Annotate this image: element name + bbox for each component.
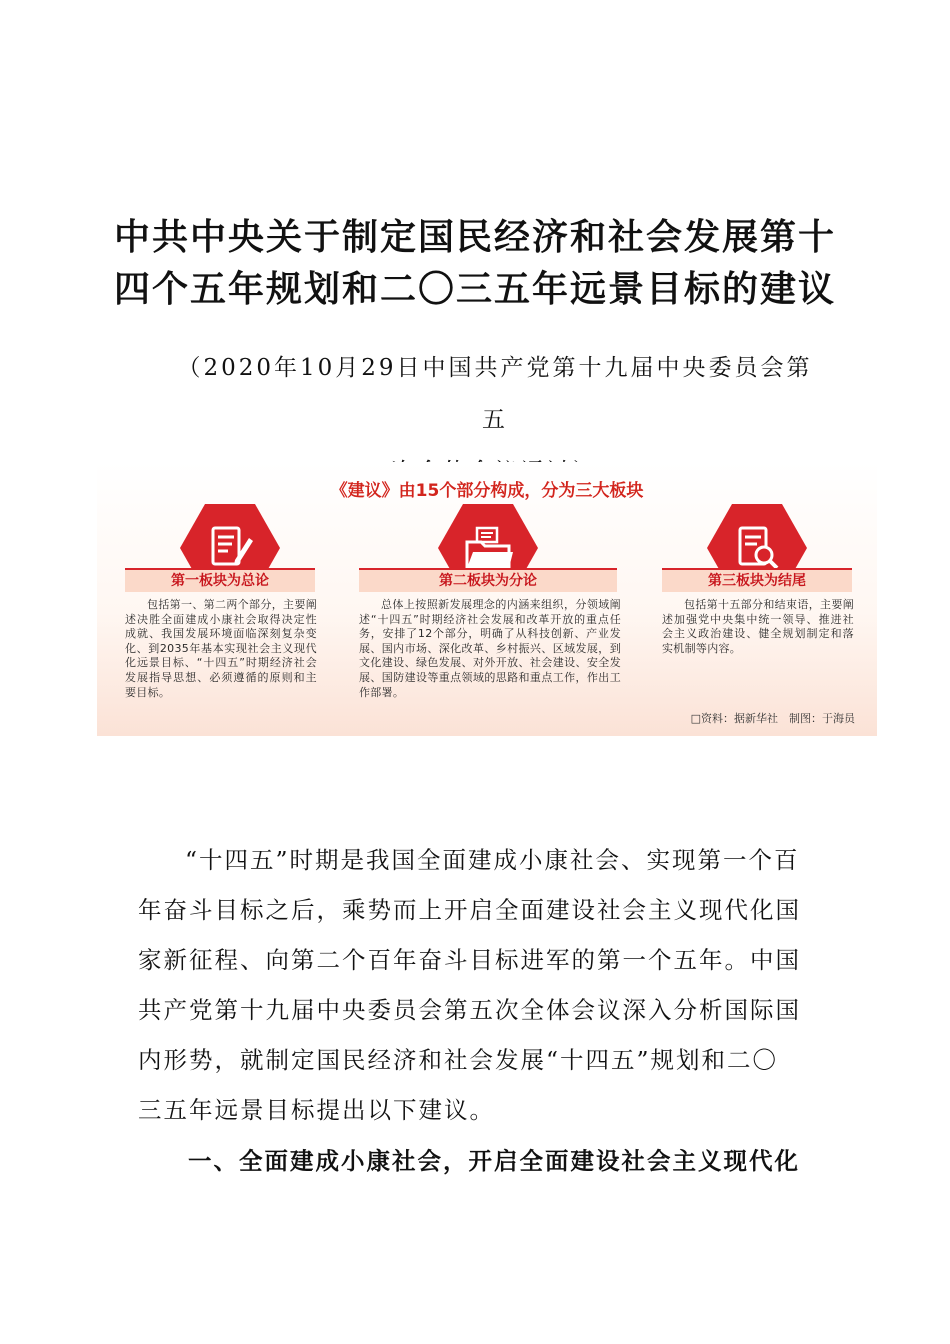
title-line-2: 四个五年规划和二〇三五年远景目标的建议 bbox=[113, 269, 836, 311]
body-line-6: 三五年远景目标提出以下建议。 bbox=[138, 1096, 495, 1124]
infographic-title: 《建议》由15个部分构成，分为三大板块 bbox=[330, 481, 644, 501]
section-heading: 一、全面建成小康社会，开启全面建设社会主义现代化 bbox=[188, 1147, 800, 1175]
body-line-1: “十四五”时期是我国全面建成小康社会、实现第一个百 bbox=[185, 846, 800, 874]
folder-icon-graphic bbox=[463, 522, 513, 574]
panel-3-heading: 第三板块为结尾 bbox=[662, 568, 852, 592]
panel-1-text: 包括第一、第二两个部分，主要阐述决胜全面建成小康社会取得决定性成就、我国发展环境面临深刻复杂变化、到2035年基本实现社会主义现代化远景目标、“十四五”时期经济社会发展指导思想、必须遵循的原则和主要目标。 bbox=[125, 598, 317, 699]
infographic bbox=[97, 462, 877, 736]
panel-1-heading: 第一板块为总论 bbox=[125, 568, 315, 592]
panel-2-heading: 第二板块为分论 bbox=[359, 568, 617, 592]
panel-2-text: 总体上按照新发展理念的内涵来组织，分领域阐述“十四五”时期经济社会发展和改革开放的重点任务，安排了12个部分，明确了从科技创新、产业发展、国内市场、深化改革、乡村振兴、区域发展，到文化建设、绿色发展、对外开放、社会建设、安全发展、国防建设等重点领域的思路和重点工作，作出工作部署。 bbox=[359, 598, 621, 699]
panel-3-text: 包括第十五部分和结束语，主要阐述加强党中央集中统一领导、推进社会主义政治建设、健全规划制定和落实机制等内容。 bbox=[662, 598, 854, 655]
title-line-1: 中共中央关于制定国民经济和社会发展第十 bbox=[113, 217, 836, 259]
body-paragraph bbox=[138, 835, 816, 1135]
body-line-2: 年奋斗目标之后，乘势而上开启全面建设社会主义现代化国 bbox=[138, 896, 801, 924]
body-line-4: 共产党第十九届中央委员会第五次全体会议深入分析国际国 bbox=[138, 996, 801, 1024]
infographic-credit: □资料：据新华社 制图：于海员 bbox=[690, 712, 855, 725]
subtitle-line-1: （2020年10月29日中国共产党第十九届中央委员会第五 bbox=[177, 355, 813, 433]
document-search-icon-graphic bbox=[732, 522, 782, 574]
body-line-3: 家新征程、向第二个百年奋斗目标进军的第一个五年。中国 bbox=[138, 946, 801, 974]
document-pen-icon-graphic bbox=[205, 522, 255, 574]
document-title bbox=[110, 212, 840, 316]
body-line-5: 内形势，就制定国民经济和社会发展“十四五”规划和二〇 bbox=[138, 1046, 779, 1074]
